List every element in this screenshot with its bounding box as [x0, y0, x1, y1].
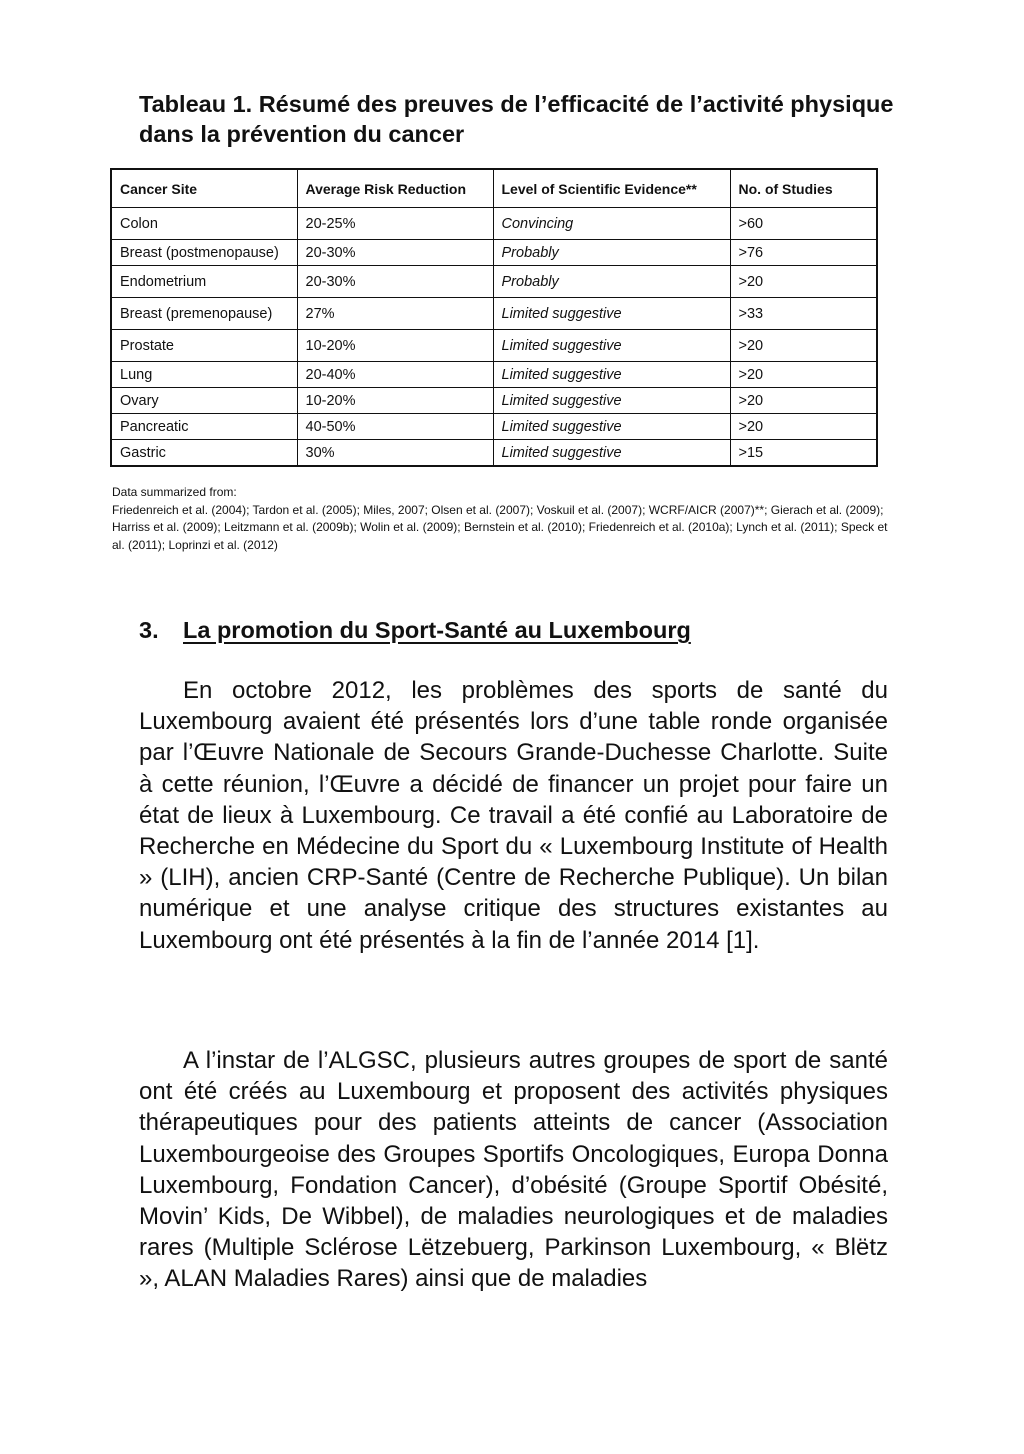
cell-risk-reduction: 20-25%: [297, 208, 493, 240]
table-row: [111, 414, 877, 440]
cell-cancer-site: Colon: [111, 208, 297, 240]
header-study-count: No. of Studies: [730, 169, 877, 208]
cell-study-count: >20: [730, 266, 877, 298]
cell-cancer-site: Lung: [111, 362, 297, 388]
cell-study-count: >20: [730, 362, 877, 388]
cell-evidence-level: Limited suggestive: [493, 414, 730, 440]
cell-evidence-level: Convincing: [493, 208, 730, 240]
table-header-row: [111, 169, 877, 208]
section-heading: [139, 614, 899, 646]
cell-cancer-site: Breast (postmenopause): [111, 240, 297, 266]
source-references: Friedenreich et al. (2004); Tardon et al. (2005); Miles, 2007; Olsen et al. (2007); Voskuil et al. (2007); WCRF/AICR (2007)**; Gierach et al. (2009); Harriss et al. (2009); Leitzmann et al. (2009b); Wolin et al. (2009); Bernstein et al. (2010); Friedenreich et al. (2010a); Lynch et al. (2011); Speck et al. (2011); Loprinzi et al. (2012): [112, 502, 888, 552]
body-paragraph: En octobre 2012, les problèmes des sports de santé du Luxembourg avaient été présentés lors d’une table ronde organisée par l’Œuvre Nationale de Secours Grande-Duchesse Charlotte. Suite à cette réunion, l’Œuvre a décidé de financer un projet pour faire un état de lieux à Luxembourg. Ce travail a été confié au Laboratoire de Recherche en Médecine du Sport du « Luxembourg Institute of Health » (LIH), ancien CRP-Santé (Centre de Recherche Publique). Un bilan numérique et une analyse critique des structures existantes au Luxembourg ont été présentés à la fin de l’année 2014 [1].: [139, 677, 888, 954]
table-row: [111, 208, 877, 240]
cell-cancer-site: Pancreatic: [111, 414, 297, 440]
cell-risk-reduction: 20-30%: [297, 240, 493, 266]
cell-study-count: >20: [730, 414, 877, 440]
cell-risk-reduction: 30%: [297, 440, 493, 467]
cell-study-count: >60: [730, 208, 877, 240]
cell-study-count: >20: [730, 388, 877, 414]
table-row: [111, 240, 877, 266]
table-row: [111, 330, 877, 362]
cell-cancer-site: Breast (premenopause): [111, 298, 297, 330]
cell-evidence-level: Limited suggestive: [493, 330, 730, 362]
cell-evidence-level: Limited suggestive: [493, 440, 730, 467]
cell-risk-reduction: 10-20%: [297, 330, 493, 362]
cell-cancer-site: Ovary: [111, 388, 297, 414]
cell-risk-reduction: 27%: [297, 298, 493, 330]
cell-cancer-site: Endometrium: [111, 266, 297, 298]
cell-risk-reduction: 20-40%: [297, 362, 493, 388]
source-label: Data summarized from:: [112, 485, 237, 499]
table-title: Tableau 1. Résumé des preuves de l’efficacité de l’activité physique dans la prévention du cancer: [139, 91, 894, 147]
cell-study-count: >15: [730, 440, 877, 467]
header-risk-reduction: Average Risk Reduction: [297, 169, 493, 208]
evidence-table: [110, 168, 878, 467]
table-row: [111, 298, 877, 330]
cell-study-count: >33: [730, 298, 877, 330]
table-source-note: [112, 484, 892, 554]
cell-evidence-level: Limited suggestive: [493, 362, 730, 388]
cell-evidence-level: Probably: [493, 240, 730, 266]
cell-study-count: >20: [730, 330, 877, 362]
cell-risk-reduction: 10-20%: [297, 388, 493, 414]
table-row: [111, 266, 877, 298]
section-number: 3.: [139, 617, 159, 643]
header-evidence-level: Level of Scientific Evidence**: [493, 169, 730, 208]
cell-risk-reduction: 40-50%: [297, 414, 493, 440]
table-row: [111, 362, 877, 388]
cell-risk-reduction: 20-30%: [297, 266, 493, 298]
cell-evidence-level: Limited suggestive: [493, 298, 730, 330]
cell-cancer-site: Prostate: [111, 330, 297, 362]
body-paragraph: A l’instar de l’ALGSC, plusieurs autres groupes de sport de santé ont été créés au Luxembourg et proposent des activités physiques thérapeutiques pour des patients atteints de cancer (Association Luxembourgeoise des Groupes Sportifs Oncologiques, Europa Donna Luxembourg, Fondation Cancer), d’obésité (Groupe Sportif Obésité, Movin’ Kids, De Wibbel), de maladies neurologiques et de maladies rares (Multiple Sclérose Lëtzebuerg, Parkinson Luxembourg, « Blëtz », ALAN Maladies Rares) ainsi que de maladies: [139, 1047, 888, 1293]
cell-study-count: >76: [730, 240, 877, 266]
section-title: La promotion du Sport-Santé au Luxembourg: [183, 617, 691, 643]
header-cancer-site: Cancer Site: [111, 169, 297, 208]
cell-evidence-level: Probably: [493, 266, 730, 298]
table-row: [111, 440, 877, 467]
table-row: [111, 388, 877, 414]
cell-evidence-level: Limited suggestive: [493, 388, 730, 414]
cell-cancer-site: Gastric: [111, 440, 297, 467]
